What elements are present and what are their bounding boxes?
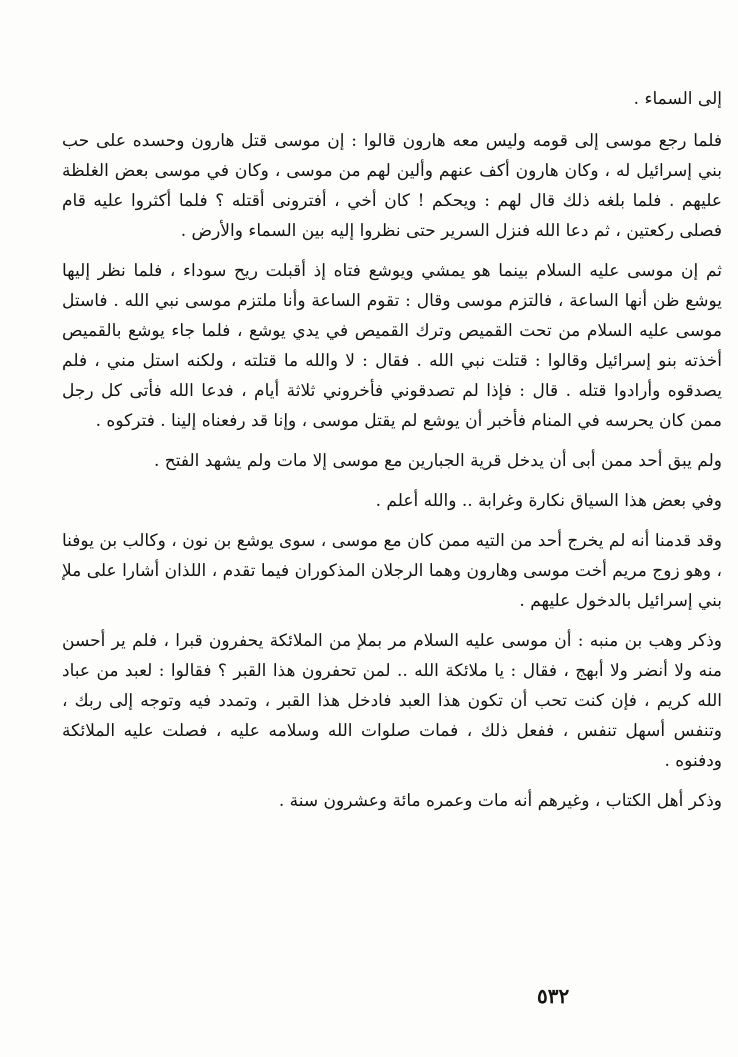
paragraph-harun-accusation: فلما رجع موسى إلى قومه وليس معه هارون قالوا : إن موسى قتل هارون وحسده على حب بني إسرائيل له ، وكان هارون أكف عنهم وألين لهم من موسى ، وكان في موسى بعض الغلظة عليهم . فلما بلغه ذلك قال لهم : ويحكم ! كان أخي ، أفترونى أقتله ؟ فلما أكثروا عليه قام فصلى ركعتين ، ثم دعا الله فنزل السرير حتى نظروا إليه بين السماء والأرض . [62, 131, 722, 241]
paragraph-black-wind: ثم إن موسى عليه السلام بينما هو يمشي ويوشع فتاه إذ أقبلت ريح سوداء ، فلما نظر إليها يوشع ظن أنها الساعة ، فالتزم موسى وقال : تقوم الساعة وأنا ملتزم موسى نبي الله . فاستل موسى عليه السلام من تحت القميص وترك القميص في يدي يوشع ، فلما جاء يوشع بالقميص أخذته بنو إسرائيل وقالوا : قتلت نبي الله . فقال : لا والله ما قتلته ، ولكنه استل مني ، فلم يصدقوه وأرادوا قتله . قال : فإذا لم تصدقوني فأخروني ثلاثة أيام ، فدعا الله فأتى كل رجل ممن كان يحرسه في المنام فأخبر أن يوشع لم يقتل موسى ، وإنا قد رفعناه إلينا . فتركوه . [62, 261, 722, 431]
page-number: ٥٣٢ [537, 984, 570, 1008]
paragraph-continuation: إلى السماء . [633, 89, 722, 109]
paragraph-age-at-death: وذكر أهل الكتاب ، وغيرهم أنه مات وعمره مائة وعشرون سنة . [278, 791, 722, 811]
paragraph-strangeness-note: وفي بعض هذا السياق نكارة وغرابة .. والله أعلم . [375, 491, 722, 511]
paragraph-wahb-ibn-munabbih: وذكر وهب بن منبه : أن موسى عليه السلام مر بملإ من الملائكة يحفرون قبرا ، فلم ير أحسن منه ولا أنضر ولا أبهج ، فقال : يا ملائكة الله .. لمن تحفرون هذا القبر ؟ فقالوا : لعبد من عباد الله كريم ، فإن كنت تحب أن تكون هذا العبد فادخل هذا القبر ، وتمدد فيه وتوجه إلى ربك ، وتنفس أسهل تنفس ، ففعل ذلك ، فمات صلوات الله وسلامه عليه ، فصلت عليه الملائكة ودفنوه . [62, 631, 722, 771]
page-body [62, 84, 722, 826]
paragraph-yusha-kalib: وقد قدمنا أنه لم يخرج أحد من التيه ممن كان مع موسى ، سوى يوشع بن نون ، وكالب بن يوفنا ، وهو زوج مريم أخت موسى وهارون وهما الرجلان المذكوران فيما تقدم ، اللذان أشارا على ملإ بني إسرائيل بالدخول عليهم . [62, 531, 722, 611]
paragraph-no-one-remained: ولم يبق أحد ممن أبى أن يدخل قرية الجبارين مع موسى إلا مات ولم يشهد الفتح . [153, 451, 722, 471]
